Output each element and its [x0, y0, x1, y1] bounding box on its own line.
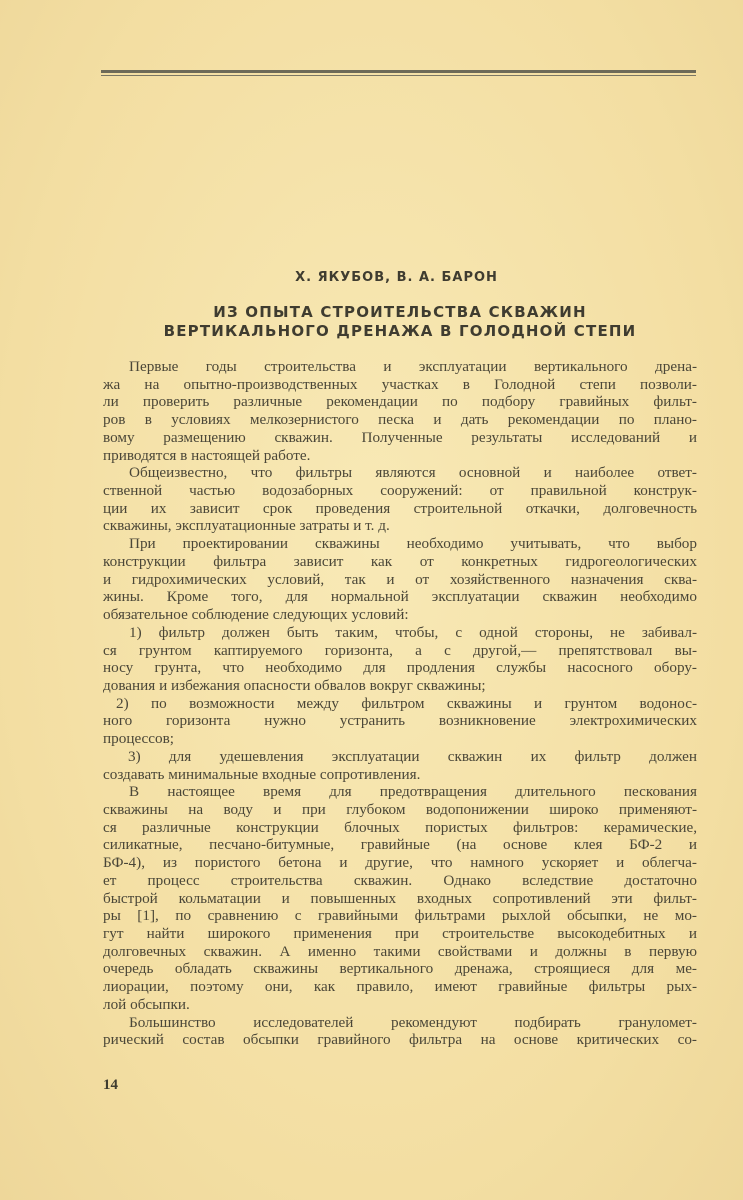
text-line: очередь обладать скважины вертикального дренажа, строящиеся для ме- [103, 960, 697, 978]
text-line: долговечных скважин. А именно такими свойствами и должны в первую [103, 942, 697, 960]
article-authors: Х. ЯКУБОВ, В. А. БАРОН [295, 270, 498, 285]
text-line: При проектировании скважины необходимо учитывать, что выбор [129, 535, 697, 553]
text-line: гут найти широкого применения при строительстве высокодебитных и [103, 925, 697, 942]
text-line: лиорации, поэтому они, как правило, имеют гравийные фильтры рых- [103, 978, 697, 996]
text-line: ного горизонта нужно устранить возникновение электрохимических [103, 712, 697, 730]
text-line: лой обсыпки. [103, 995, 190, 1013]
text-line: ственной частью водозаборных сооружений: от правильной конструк- [103, 482, 697, 500]
text-line: конструкции фильтра зависит как от конкретных гидрогеологических [103, 552, 697, 570]
text-line: ся различные конструкции блочных пористых фильтров: керамические, [103, 818, 697, 836]
page-number: 14 [103, 1077, 118, 1093]
text-line: жины. Кроме того, для нормальной эксплуатации скважин необходимо [103, 588, 697, 606]
text-line: скважины на воду и при глубоком водопонижении широко применяют- [103, 800, 697, 818]
text-line: процессов; [103, 730, 175, 748]
text-line: Первые годы строительства и эксплуатации вертикального дрена- [129, 358, 697, 375]
header-rule-thick [101, 70, 696, 73]
text-line: скважины, эксплуатационные затраты и т. д. [103, 517, 390, 535]
text-line: обязательное соблюдение следующих условий: [103, 606, 409, 624]
article-title-line: ВЕРТИКАЛЬНОГО ДРЕНАЖА В ГОЛОДНОЙ СТЕПИ [163, 322, 637, 340]
text-line: ров в условиях мелкозернистого песка и дать рекомендации по плано- [103, 411, 697, 429]
text-line: 1) фильтр должен быть таким, чтобы, с одной стороны, не забивал- [129, 623, 697, 641]
text-line: жа на опытно-производственных участках в Голодной степи позволи- [103, 375, 697, 393]
text-line: быстрой кольматации и повышенных входных сопротивлений эти фильт- [103, 889, 697, 907]
text-line: 2) по возможности между фильтром скважины и грунтом водонос- [116, 694, 697, 712]
text-line: Общеизвестно, что фильтры являются основной и наиболее ответ- [129, 464, 697, 482]
text-line: рический состав обсыпки гравийного фильтра на основе критических со- [103, 1031, 697, 1049]
article-title [103, 303, 697, 341]
text-line: БФ-4), из пористого бетона и другие, что намного ускоряет и облегча- [103, 854, 697, 872]
text-line: силикатные, песчано-битумные, гравийные (на основе клея БФ-2 и [103, 836, 697, 854]
header-rule-thin [101, 75, 696, 76]
text-line: приводятся в настоящей работе. [103, 446, 311, 464]
article-title-line: ИЗ ОПЫТА СТРОИТЕЛЬСТВА СКВАЖИН [213, 303, 587, 321]
text-line: ет процесс строительства скважин. Однако вследствие достаточно [103, 871, 697, 889]
text-line: носу грунта, что необходимо для продления службы насосного обору- [103, 659, 697, 677]
text-line: ли проверить различные рекомендации по подбору гравийных фильт- [103, 393, 697, 411]
text-line: ции их зависит срок проведения строительной откачки, долговечность [103, 499, 697, 517]
text-line: дования и избежания опасности обвалов вокруг скважины; [103, 676, 486, 694]
text-line: ся грунтом каптируемого горизонта, а с другой,— препятствовал вы- [103, 641, 697, 659]
text-line: 3) для удешевления эксплуатации скважин их фильтр должен [128, 747, 697, 765]
text-line: и гидрохимических условий, так и от хозяйственного назначения сква- [103, 570, 697, 588]
text-line: Большинство исследователей рекомендуют подбирать грануломет- [129, 1013, 697, 1031]
article-body [103, 358, 697, 1049]
text-line: вому размещению скважин. Полученные результаты исследований и [103, 428, 697, 446]
text-line: ры [1], по сравнению с гравийными фильтрами рыхлой обсыпки, не мо- [103, 907, 697, 925]
text-line: создавать минимальные входные сопротивления. [103, 765, 421, 783]
text-line: В настоящее время для предотвращения длительного пескования [129, 783, 697, 801]
